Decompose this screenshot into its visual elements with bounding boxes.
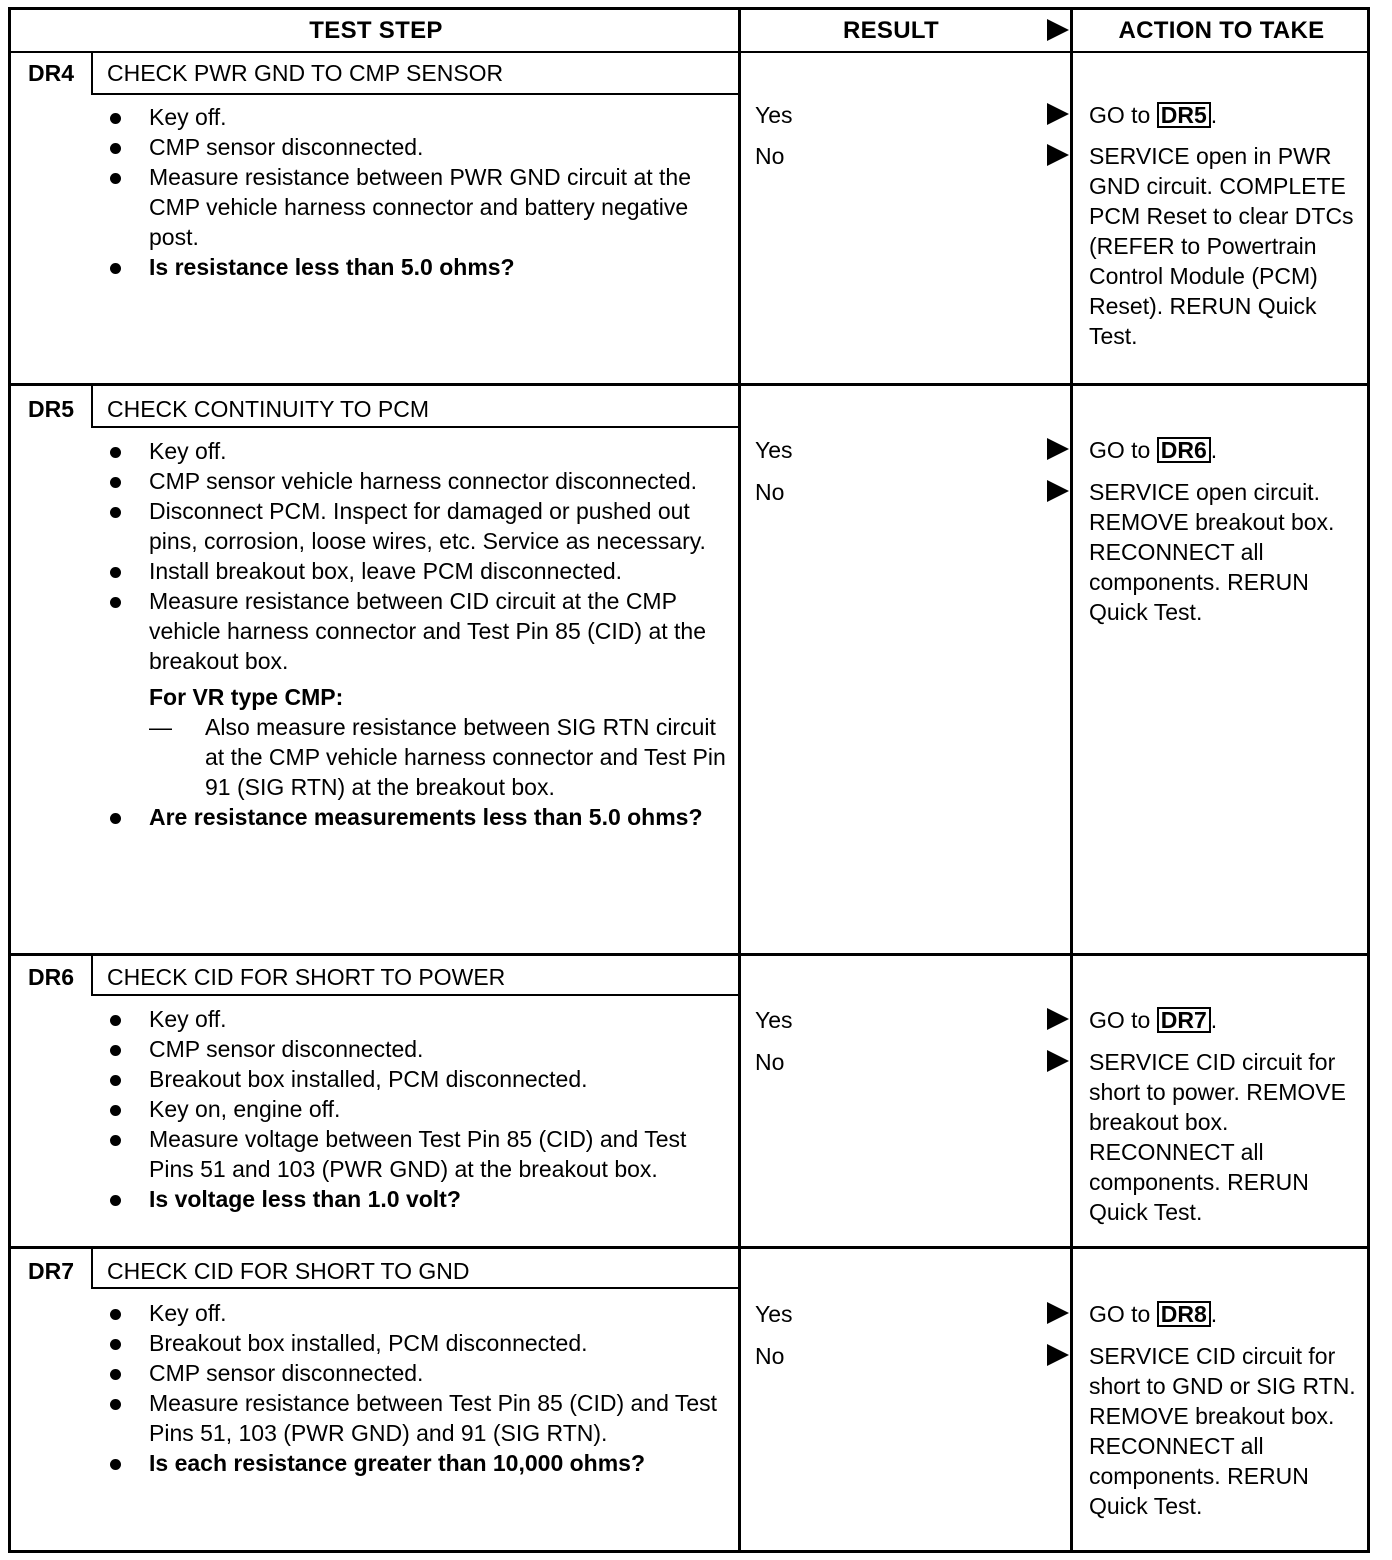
bullet-icon [110, 1195, 121, 1206]
header-action: ACTION TO TAKE [1118, 17, 1325, 44]
bullet-icon [110, 813, 121, 824]
step-id-divider [91, 956, 93, 994]
bullet-icon [110, 143, 121, 154]
bullet-icon [110, 1399, 121, 1410]
sub-heading: For VR type CMP: [149, 684, 344, 710]
step-reference-link[interactable]: DR6 [1157, 437, 1211, 463]
bullet-icon [110, 1339, 121, 1350]
action-no: SERVICE open in PWR GND circuit. COMPLETE PCM Reset to clear DTCs (REFER to Powertrain Control Module (PCM) Reset). RERUN Quick Test. [1089, 143, 1354, 349]
bullet-icon [110, 507, 121, 518]
step-divider [11, 1246, 1367, 1249]
list-item: Install breakout box, leave PCM disconnected. [107, 556, 737, 586]
action-yes: GO to DR7 . [1089, 1007, 1218, 1033]
step-title: CHECK CID FOR SHORT TO POWER [107, 964, 506, 990]
list-item: Key off. [107, 436, 737, 466]
bullet-icon [110, 1309, 121, 1320]
arrow-icon [1047, 438, 1069, 460]
list-item: Key on, engine off. [107, 1094, 737, 1124]
step-id-divider [91, 53, 93, 93]
result-yes: Yes [755, 102, 793, 128]
step-reference-link[interactable]: DR8 [1157, 1301, 1211, 1327]
list-item: Key off. [107, 1298, 737, 1328]
bullet-icon [110, 567, 121, 578]
list-item: Breakout box installed, PCM disconnected. [107, 1064, 737, 1094]
action-no: SERVICE open circuit. REMOVE breakout box. RECONNECT all components. RERUN Quick Test. [1089, 479, 1335, 625]
result-no: No [755, 143, 785, 169]
action-yes: GO to DR6 . [1089, 437, 1218, 463]
arrow-icon [1047, 1302, 1069, 1324]
result-yes: Yes [755, 1301, 793, 1327]
list-item: Disconnect PCM. Inspect for damaged or pushed out pins, corrosion, loose wires, etc. Service as necessary. [107, 496, 737, 556]
list-item: Key off. [107, 102, 737, 132]
action-yes: GO to DR8 . [1089, 1301, 1218, 1327]
column-divider-action [1070, 10, 1073, 1550]
list-item: Measure resistance between Test Pin 85 (CID) and Test Pins 51, 103 (PWR GND) and 91 (SIG RTN). [107, 1388, 737, 1448]
question-item: Is resistance less than 5.0 ohms? [107, 252, 737, 282]
bullet-icon [110, 1105, 121, 1116]
action-yes: GO to DR5 . [1089, 102, 1218, 128]
step-title: CHECK CID FOR SHORT TO GND [107, 1258, 470, 1284]
bullet-icon [110, 1369, 121, 1380]
question-item: Are resistance measurements less than 5.0 ohms? [107, 802, 737, 832]
bullet-icon [110, 1045, 121, 1056]
list-item: Key off. [107, 1004, 737, 1034]
header-test-step: TEST STEP [309, 17, 443, 44]
result-no: No [755, 479, 785, 505]
step-id: DR7 [27, 1258, 74, 1284]
step-title-underline [91, 994, 738, 996]
header-result: RESULT [842, 17, 940, 44]
arrow-icon [1047, 144, 1069, 166]
step-title-underline [91, 93, 738, 95]
list-item: Breakout box installed, PCM disconnected. [107, 1328, 737, 1358]
header-divider [11, 51, 1367, 53]
bullet-icon [110, 1459, 121, 1470]
list-item: Measure resistance between PWR GND circuit at the CMP vehicle harness connector and battery negative post. [107, 162, 737, 252]
header-arrow-icon [1047, 19, 1069, 41]
step-title: CHECK PWR GND TO CMP SENSOR [107, 60, 504, 86]
step-divider [11, 383, 1367, 386]
list-item: CMP sensor disconnected. [107, 132, 737, 162]
step-id: DR6 [27, 964, 74, 990]
question-item: Is each resistance greater than 10,000 ohms? [107, 1448, 737, 1478]
result-yes: Yes [755, 1007, 793, 1033]
dash-icon: — [149, 714, 172, 740]
bullet-icon [110, 113, 121, 124]
arrow-icon [1047, 480, 1069, 502]
bullet-icon [110, 1135, 121, 1146]
result-no: No [755, 1049, 785, 1075]
bullet-icon [110, 1015, 121, 1026]
step-divider [11, 953, 1367, 956]
step-body [107, 1004, 737, 1214]
list-item: Measure voltage between Test Pin 85 (CID) and Test Pins 51 and 103 (PWR GND) at the breakout box. [107, 1124, 737, 1184]
arrow-icon [1047, 1008, 1069, 1030]
step-id: DR5 [27, 396, 74, 422]
list-item: CMP sensor disconnected. [107, 1034, 737, 1064]
result-yes: Yes [755, 437, 793, 463]
step-title: CHECK CONTINUITY TO PCM [107, 396, 430, 422]
list-item: CMP sensor disconnected. [107, 1358, 737, 1388]
dash-item: — Also measure resistance between SIG RTN circuit at the CMP vehicle harness connector and Test Pin 91 (SIG RTN) at the breakout box. [149, 714, 726, 800]
bullet-icon [110, 447, 121, 458]
question-item: Is voltage less than 1.0 volt? [107, 1184, 737, 1214]
bullet-icon [110, 173, 121, 184]
action-no: SERVICE CID circuit for short to power. REMOVE breakout box. RECONNECT all components. RERUN Quick Test. [1089, 1049, 1346, 1225]
column-divider-result [738, 10, 741, 1550]
list-item: CMP sensor vehicle harness connector disconnected. [107, 466, 737, 496]
bullet-icon [110, 597, 121, 608]
step-title-underline [91, 426, 738, 428]
diagnostic-table [8, 7, 1370, 1553]
step-body [107, 102, 737, 282]
bullet-icon [110, 263, 121, 274]
step-id-divider [91, 386, 93, 426]
step-reference-link[interactable]: DR7 [1157, 1007, 1211, 1033]
result-no: No [755, 1343, 785, 1369]
arrow-icon [1047, 1050, 1069, 1072]
step-title-underline [91, 1287, 738, 1289]
step-id-divider [91, 1249, 93, 1287]
action-no: SERVICE CID circuit for short to GND or SIG RTN. REMOVE breakout box. RECONNECT all components. RERUN Quick Test. [1089, 1343, 1356, 1519]
arrow-icon [1047, 103, 1069, 125]
list-item: Measure resistance between CID circuit at the CMP vehicle harness connector and Test Pin 85 (CID) at the breakout box. [107, 586, 737, 676]
step-body [107, 436, 737, 832]
step-reference-link[interactable]: DR5 [1157, 102, 1211, 128]
step-id: DR4 [27, 60, 74, 86]
step-body [107, 1298, 737, 1478]
bullet-icon [110, 477, 121, 488]
bullet-icon [110, 1075, 121, 1086]
arrow-icon [1047, 1344, 1069, 1366]
